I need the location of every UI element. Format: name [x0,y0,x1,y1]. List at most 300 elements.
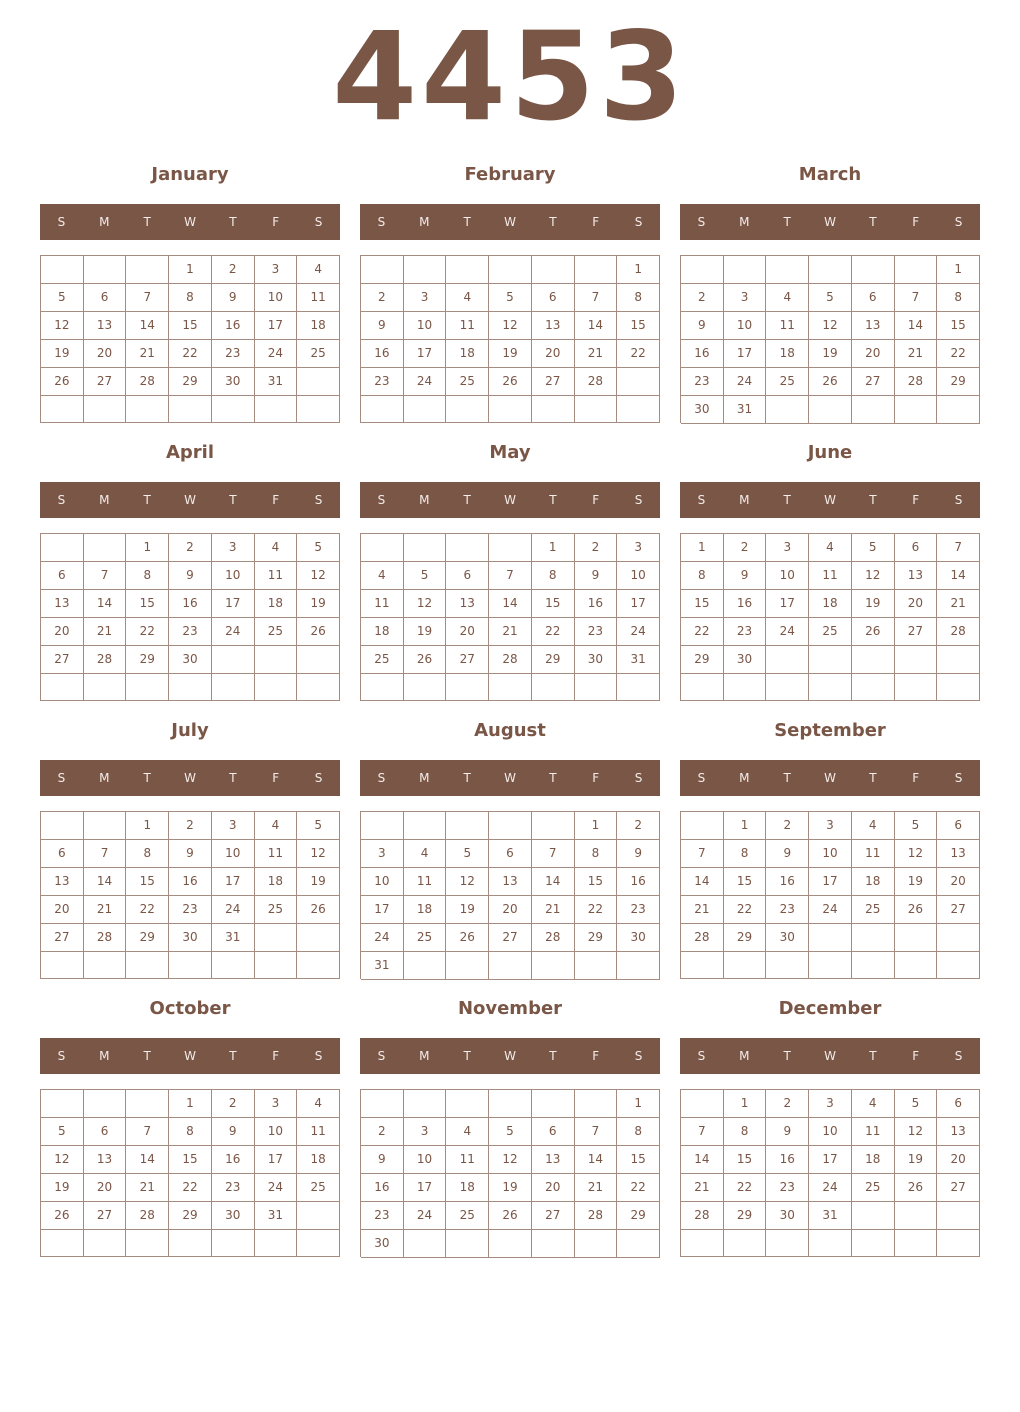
day-cell: 9 [212,1118,255,1146]
weekday-label: S [57,771,66,785]
month-name: December [778,998,882,1019]
day-cell: 15 [724,868,767,896]
weekday-label: F [272,1049,280,1063]
day-cell: 9 [169,840,212,868]
day-cell: 25 [766,368,809,396]
day-cell: 2 [212,256,255,284]
empty-cell [617,396,660,423]
empty-cell [489,952,532,980]
day-grid [680,811,980,979]
month-name: November [457,998,563,1019]
empty-cell [297,646,340,674]
weekday-label: W [504,771,516,785]
day-cell: 6 [84,284,127,312]
day-cell: 19 [41,340,84,368]
weekday-label: T [869,215,877,229]
empty-cell [84,674,127,701]
empty-cell [575,674,618,701]
day-cell: 4 [404,840,447,868]
day-cell: 7 [937,534,980,562]
day-cell: 3 [255,1090,298,1118]
empty-cell [809,646,852,674]
day-cell: 13 [41,868,84,896]
weekday-header [40,760,340,796]
empty-cell [681,812,724,840]
day-cell: 12 [297,562,340,590]
day-cell: 10 [212,840,255,868]
day-cell: 22 [724,896,767,924]
empty-cell [809,674,852,701]
empty-cell [446,534,489,562]
day-cell: 21 [681,896,724,924]
day-cell: 30 [169,646,212,674]
empty-cell [404,812,447,840]
weekday-label: S [697,215,706,229]
weekday-label: M [419,493,430,507]
weekday-label: T [783,493,791,507]
day-cell: 14 [84,868,127,896]
empty-cell [255,674,298,701]
empty-cell [446,952,489,980]
empty-cell [41,674,84,701]
day-cell: 13 [489,868,532,896]
empty-cell [575,1090,618,1118]
day-cell: 12 [489,1146,532,1174]
day-cell: 27 [937,1174,980,1202]
day-cell: 4 [297,1090,340,1118]
day-grid [360,1089,660,1257]
day-cell: 19 [446,896,489,924]
day-cell: 19 [404,618,447,646]
day-cell: 23 [766,1174,809,1202]
empty-cell [446,396,489,423]
weekday-label: F [912,215,920,229]
day-cell: 2 [617,812,660,840]
weekday-label: T [869,771,877,785]
empty-cell [766,256,809,284]
weekday-label: W [184,1049,196,1063]
empty-cell [532,1090,575,1118]
empty-cell [852,256,895,284]
empty-cell [446,812,489,840]
day-cell: 29 [575,924,618,952]
day-grid [360,255,660,423]
day-cell: 29 [681,646,724,674]
day-cell: 18 [404,896,447,924]
day-cell: 2 [361,1118,404,1146]
day-grid [360,533,660,701]
day-cell: 2 [575,534,618,562]
weekday-label: T [549,493,557,507]
day-cell: 4 [446,284,489,312]
empty-cell [724,256,767,284]
day-cell: 17 [212,590,255,618]
day-cell: 20 [84,340,127,368]
day-cell: 16 [212,312,255,340]
empty-cell [297,952,340,979]
day-cell: 6 [41,562,84,590]
weekday-label: T [463,771,471,785]
day-cell: 5 [489,1118,532,1146]
empty-cell [489,256,532,284]
day-cell: 20 [532,1174,575,1202]
empty-cell [446,674,489,701]
day-cell: 13 [41,590,84,618]
day-cell: 23 [361,368,404,396]
weekday-label: F [272,493,280,507]
empty-cell [937,646,980,674]
day-cell: 10 [809,1118,852,1146]
empty-cell [532,1230,575,1258]
day-cell: 16 [361,340,404,368]
weekday-label: M [739,1049,750,1063]
day-cell: 31 [361,952,404,980]
day-cell: 1 [724,812,767,840]
day-cell: 9 [766,840,809,868]
weekday-label: F [592,215,600,229]
day-cell: 29 [617,1202,660,1230]
day-cell: 26 [41,1202,84,1230]
weekday-label: T [229,493,237,507]
day-cell: 20 [852,340,895,368]
day-cell: 10 [809,840,852,868]
day-cell: 22 [169,340,212,368]
day-grid [40,811,340,979]
empty-cell [852,396,895,424]
empty-cell [809,256,852,284]
weekday-label: M [419,1049,430,1063]
day-cell: 24 [212,896,255,924]
day-cell: 29 [126,924,169,952]
day-cell: 8 [575,840,618,868]
day-cell: 18 [446,1174,489,1202]
empty-cell [404,256,447,284]
empty-cell [255,1230,298,1257]
empty-cell [809,396,852,424]
weekday-label: W [184,493,196,507]
weekday-label: F [912,1049,920,1063]
weekday-label: S [697,493,706,507]
month-name: October [149,998,231,1019]
day-cell: 26 [41,368,84,396]
day-cell: 25 [446,1202,489,1230]
day-cell: 26 [297,896,340,924]
day-cell: 20 [84,1174,127,1202]
weekday-label: T [869,1049,877,1063]
day-cell: 25 [852,896,895,924]
day-cell: 13 [446,590,489,618]
day-cell: 17 [361,896,404,924]
day-cell: 20 [41,896,84,924]
day-cell: 12 [41,312,84,340]
day-cell: 21 [84,618,127,646]
empty-cell [126,396,169,423]
day-cell: 22 [617,1174,660,1202]
day-cell: 24 [404,368,447,396]
day-cell: 15 [169,312,212,340]
day-cell: 13 [532,1146,575,1174]
day-cell: 5 [41,1118,84,1146]
day-cell: 27 [937,896,980,924]
empty-cell [297,924,340,952]
day-cell: 20 [895,590,938,618]
day-cell: 17 [404,340,447,368]
day-cell: 30 [724,646,767,674]
empty-cell [937,674,980,701]
weekday-label: S [954,771,963,785]
empty-cell [617,368,660,396]
day-cell: 15 [126,868,169,896]
day-cell: 15 [532,590,575,618]
weekday-label: T [143,215,151,229]
day-cell: 31 [255,1202,298,1230]
day-cell: 17 [404,1174,447,1202]
day-cell: 16 [766,868,809,896]
empty-cell [766,1230,809,1257]
empty-cell [446,256,489,284]
day-cell: 16 [617,868,660,896]
empty-cell [852,924,895,952]
weekday-label: T [783,1049,791,1063]
day-cell: 6 [41,840,84,868]
empty-cell [681,256,724,284]
empty-cell [575,952,618,980]
weekday-label: S [377,493,386,507]
day-grid [680,1089,980,1257]
day-cell: 8 [617,1118,660,1146]
empty-cell [895,1230,938,1257]
day-cell: 11 [446,312,489,340]
empty-cell [681,674,724,701]
empty-cell [84,256,127,284]
day-cell: 3 [361,840,404,868]
weekday-label: M [739,215,750,229]
day-cell: 19 [489,340,532,368]
empty-cell [84,1090,127,1118]
day-cell: 27 [895,618,938,646]
day-cell: 20 [937,1146,980,1174]
empty-cell [84,534,127,562]
day-cell: 23 [617,896,660,924]
day-cell: 11 [446,1146,489,1174]
day-cell: 23 [724,618,767,646]
day-cell: 21 [126,340,169,368]
day-cell: 6 [84,1118,127,1146]
empty-cell [446,1230,489,1258]
day-cell: 19 [895,1146,938,1174]
day-cell: 23 [681,368,724,396]
empty-cell [852,952,895,979]
day-cell: 14 [126,312,169,340]
empty-cell [766,952,809,979]
day-cell: 4 [446,1118,489,1146]
day-cell: 21 [489,618,532,646]
weekday-label: S [57,493,66,507]
day-cell: 5 [297,534,340,562]
day-cell: 1 [532,534,575,562]
day-cell: 30 [766,1202,809,1230]
day-cell: 26 [489,1202,532,1230]
weekday-label: T [229,771,237,785]
day-cell: 11 [809,562,852,590]
day-cell: 6 [937,812,980,840]
day-cell: 19 [297,868,340,896]
day-cell: 5 [41,284,84,312]
day-cell: 21 [575,340,618,368]
day-cell: 7 [895,284,938,312]
weekday-label: W [184,771,196,785]
day-cell: 13 [937,840,980,868]
day-cell: 24 [809,1174,852,1202]
day-cell: 14 [681,868,724,896]
day-cell: 17 [212,868,255,896]
empty-cell [169,674,212,701]
day-cell: 19 [852,590,895,618]
day-cell: 22 [575,896,618,924]
day-cell: 7 [532,840,575,868]
day-cell: 27 [41,924,84,952]
day-cell: 12 [895,840,938,868]
day-cell: 30 [617,924,660,952]
day-cell: 8 [169,1118,212,1146]
day-cell: 26 [895,1174,938,1202]
empty-cell [255,924,298,952]
weekday-label: S [634,771,643,785]
day-cell: 15 [575,868,618,896]
day-cell: 10 [766,562,809,590]
empty-cell [41,1090,84,1118]
weekday-label: M [739,771,750,785]
empty-cell [895,256,938,284]
day-cell: 10 [404,312,447,340]
day-grid [40,1089,340,1257]
weekday-header [360,1038,660,1074]
day-cell: 11 [255,562,298,590]
day-cell: 6 [489,840,532,868]
day-cell: 16 [575,590,618,618]
day-cell: 21 [575,1174,618,1202]
day-cell: 24 [724,368,767,396]
empty-cell [212,952,255,979]
day-cell: 15 [126,590,169,618]
weekday-label: S [954,493,963,507]
weekday-label: F [912,771,920,785]
day-cell: 3 [617,534,660,562]
day-cell: 28 [575,1202,618,1230]
day-cell: 15 [617,1146,660,1174]
day-cell: 5 [852,534,895,562]
weekday-label: T [549,771,557,785]
day-cell: 18 [255,868,298,896]
weekday-header [680,760,980,796]
day-cell: 22 [126,618,169,646]
empty-cell [404,534,447,562]
day-cell: 15 [937,312,980,340]
day-grid [680,533,980,701]
empty-cell [809,924,852,952]
day-cell: 7 [489,562,532,590]
weekday-label: W [824,1049,836,1063]
day-cell: 23 [169,896,212,924]
day-cell: 29 [169,1202,212,1230]
day-cell: 4 [766,284,809,312]
empty-cell [937,952,980,979]
day-cell: 26 [297,618,340,646]
day-cell: 30 [212,368,255,396]
day-cell: 17 [766,590,809,618]
day-cell: 17 [255,1146,298,1174]
empty-cell [84,396,127,423]
empty-cell [404,396,447,423]
weekday-label: S [954,1049,963,1063]
day-cell: 4 [852,812,895,840]
empty-cell [575,256,618,284]
day-cell: 26 [852,618,895,646]
day-cell: 23 [212,340,255,368]
day-cell: 18 [766,340,809,368]
day-cell: 24 [212,618,255,646]
empty-cell [895,674,938,701]
weekday-label: S [377,1049,386,1063]
weekday-label: S [314,1049,323,1063]
day-cell: 16 [681,340,724,368]
day-cell: 11 [852,1118,895,1146]
weekday-label: W [504,1049,516,1063]
empty-cell [361,534,404,562]
day-cell: 30 [361,1230,404,1258]
day-cell: 29 [937,368,980,396]
day-cell: 29 [532,646,575,674]
day-cell: 28 [84,646,127,674]
day-cell: 16 [212,1146,255,1174]
day-cell: 9 [724,562,767,590]
day-cell: 1 [617,1090,660,1118]
day-cell: 31 [255,368,298,396]
day-cell: 16 [724,590,767,618]
empty-cell [255,396,298,423]
empty-cell [489,812,532,840]
day-cell: 16 [169,590,212,618]
day-cell: 28 [532,924,575,952]
day-cell: 9 [617,840,660,868]
empty-cell [724,674,767,701]
empty-cell [895,396,938,424]
day-cell: 11 [766,312,809,340]
month-name: August [474,720,546,741]
weekday-label: W [184,215,196,229]
day-cell: 3 [724,284,767,312]
day-cell: 1 [681,534,724,562]
day-cell: 27 [84,1202,127,1230]
day-grid [360,811,660,979]
empty-cell [404,952,447,980]
day-cell: 13 [937,1118,980,1146]
day-cell: 29 [169,368,212,396]
day-cell: 18 [361,618,404,646]
weekday-label: S [954,215,963,229]
day-cell: 13 [84,312,127,340]
day-cell: 14 [681,1146,724,1174]
weekday-label: W [504,493,516,507]
day-cell: 25 [297,1174,340,1202]
day-cell: 15 [617,312,660,340]
day-cell: 13 [852,312,895,340]
day-cell: 20 [937,868,980,896]
day-cell: 10 [361,868,404,896]
day-cell: 22 [724,1174,767,1202]
empty-cell [41,534,84,562]
day-cell: 25 [297,340,340,368]
